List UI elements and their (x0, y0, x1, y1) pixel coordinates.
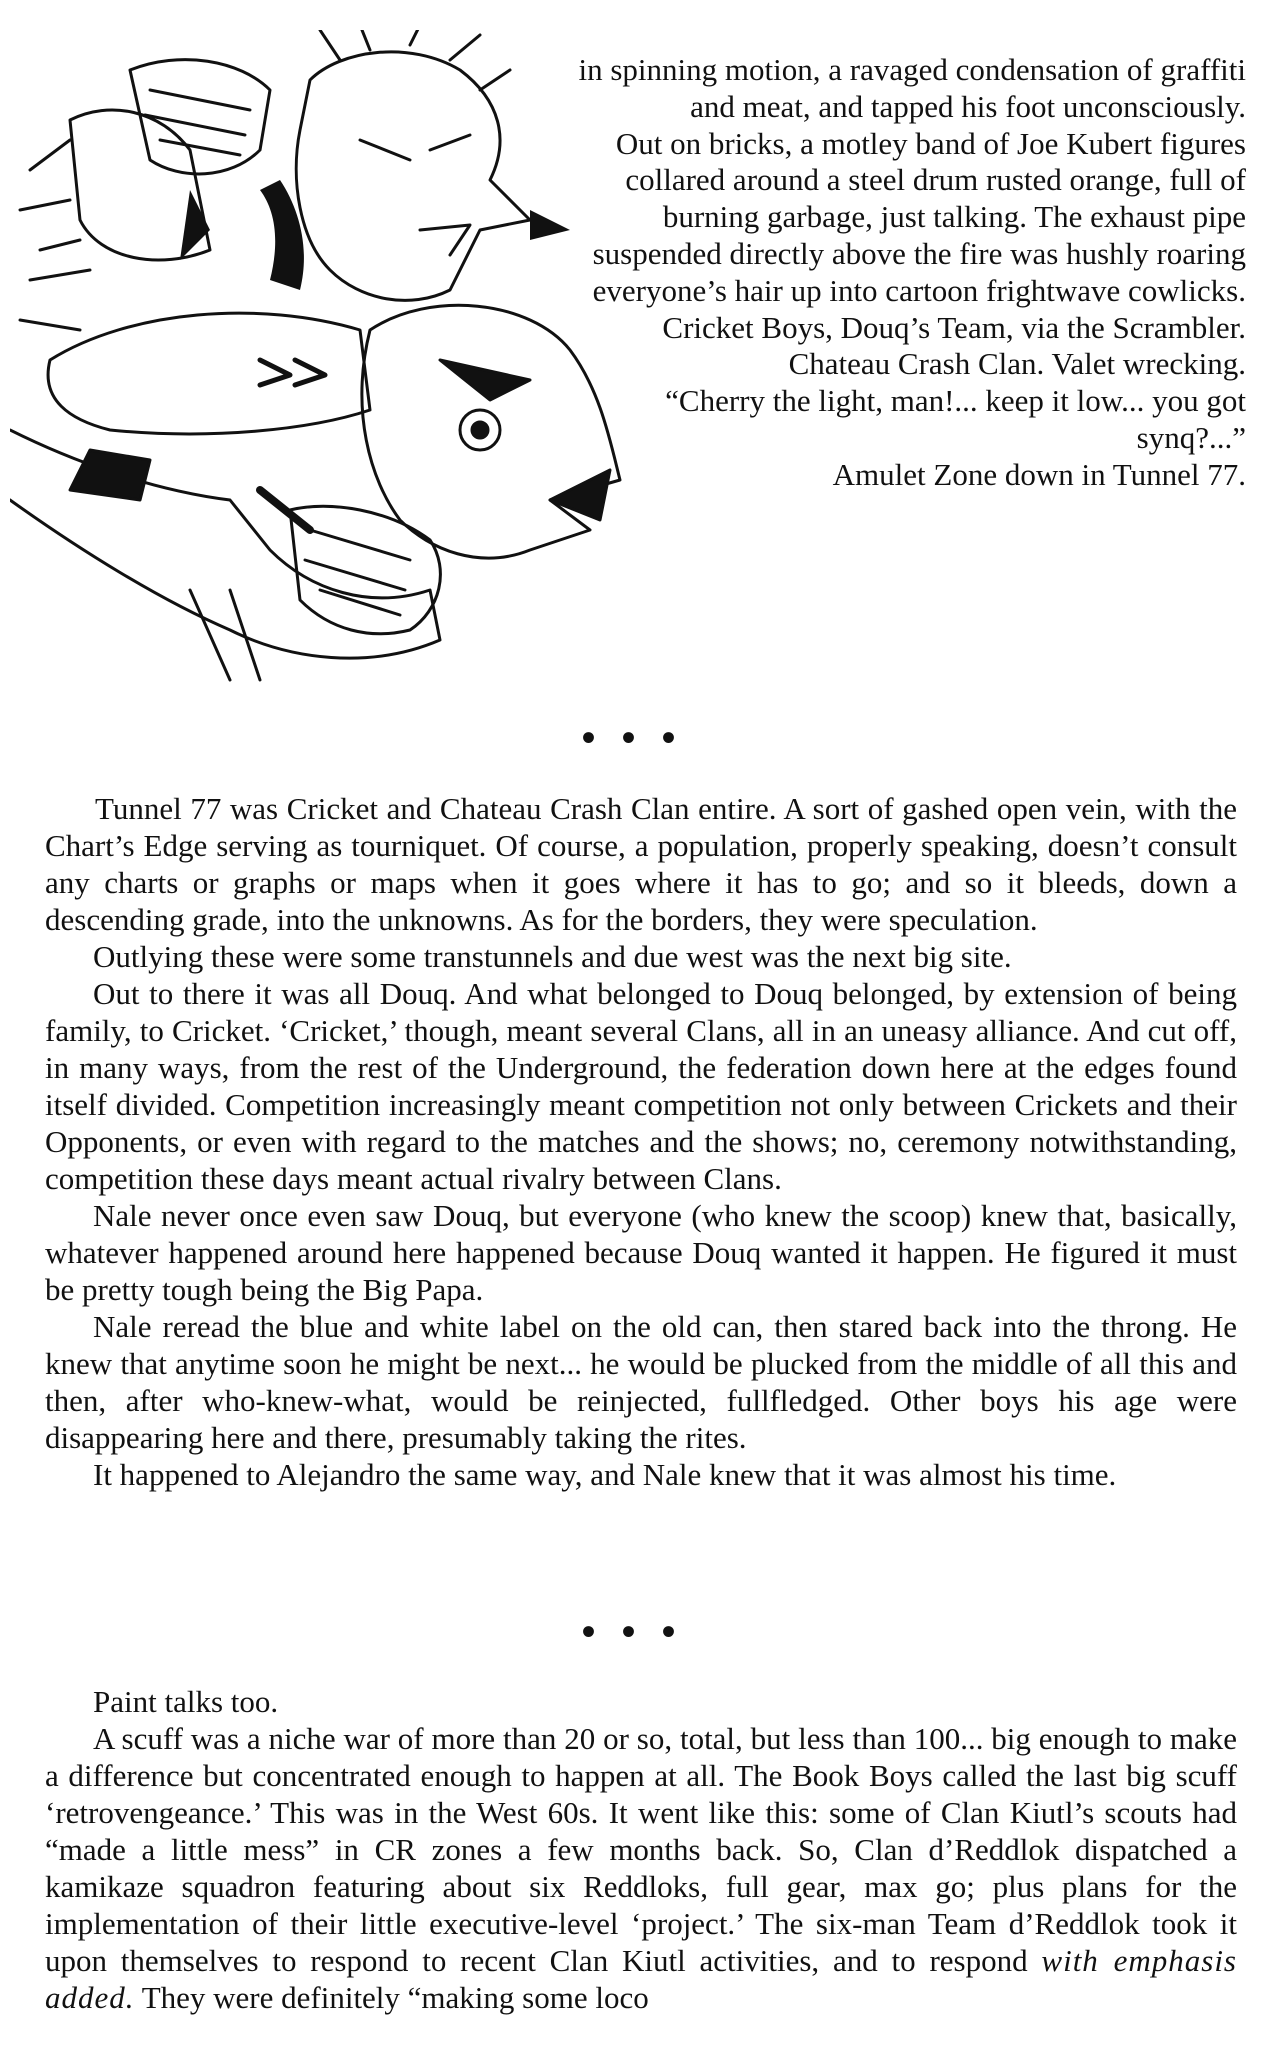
body-paragraph: Nale never once even saw Douq, but everyone (who knew the scoop) knew that, basically, whatever happened around here happened because Douq wanted it happen. He figured it must be pretty tough being the Big Papa. (45, 1198, 1237, 1307)
passage-paragraph: “Cherry the light, man!... keep it low... you got synq?...” (665, 383, 1246, 455)
scuff-passage (45, 1683, 1237, 2016)
passage-paragraph: Out on bricks, a motley band of Joe Kubert figures collared around a steel drum rusted orange, full of burning garbage, just talking. The exhaust pipe suspended directly above the fire was hushly roaring everyone’s hair up into cartoon frightwave cowlicks. (592, 125, 1246, 308)
body-paragraph (45, 1720, 1237, 2016)
tunnel-77-passage (45, 790, 1237, 1493)
passage-paragraph: in spinning motion, a ravaged condensation of graffiti and meat, and tapped his foot unconsciously. (578, 52, 1246, 124)
emphasized-text: with emphasis added. (45, 1943, 1237, 2015)
body-paragraph: Out to there it was all Douq. And what belonged to Douq belonged, by extension of being family, to Cricket. ‘Cricket,’ though, meant several Clans, all in an uneasy alliance. And cut off, in many ways, from the rest of the Underground, the federation down here at the edges found itself divided. Competition increasingly meant competition not only between Crickets and their Opponents, or even with regard to the matches and the shows; no, ceremony notwithstanding, competition these days meant actual rivalry between Clans. (45, 976, 1237, 1196)
body-paragraph: It happened to Alejandro the same way, and Nale knew that it was almost his time. (93, 1457, 1117, 1492)
passage-paragraph: Cricket Boys, Douq’s Team, via the Scrambler. Chateau Crash Clan. Valet wrecking. (662, 309, 1246, 382)
opening-passage (560, 52, 1246, 494)
section-separator: • • • (581, 1609, 684, 1654)
section-separator: • • • (581, 715, 684, 760)
body-paragraph: Nale reread the blue and white label on the old can, then stared back into the throng. He knew that anytime soon he might be next... he would be plucked from the middle of all this and then, after who-knew-what, would be reinjected, fullfledged. Other boys his age were disappearing here and there, presumably taking the rites. (45, 1309, 1237, 1455)
body-paragraph: Outlying these were some transtunnels and due west was the next big site. (93, 939, 1012, 974)
body-text-run: A scuff was a niche war of more than 20 or so, total, but less than 100... big enough to make a difference but concentrated enough to happen at all. The Book Boys called the last big scuff ‘retrovengeance.’ This was in the West 60s. It went like this: some of Clan Kiutl’s scouts had “made a little mess” in CR zones a few months back. So, Clan d’Reddlok dispatched a kamikaze squadron featuring about six Reddloks, full gear, max go; plus plans for the implementation of their little executive-level ‘project.’ The six-man Team d’Reddlok took it upon themselves to respond to recent Clan Kiutl activities, and to respond (45, 1721, 1237, 1978)
body-text-run: They were definitely “making some loco (134, 1980, 649, 2015)
body-paragraph: Tunnel 77 was Cricket and Chateau Crash Clan entire. A sort of gashed open vein, with the Chart’s Edge serving as tourniquet. Of course, a population, properly speaking, doesn’t consult any charts or graphs or maps when it goes where it has to go; and so it bleeds, down a descending grade, into the unknowns. As for the borders, they were speculation. (45, 791, 1237, 937)
passage-paragraph: Amulet Zone down in Tunnel 77. (832, 456, 1246, 492)
body-paragraph: Paint talks too. (93, 1684, 279, 1719)
